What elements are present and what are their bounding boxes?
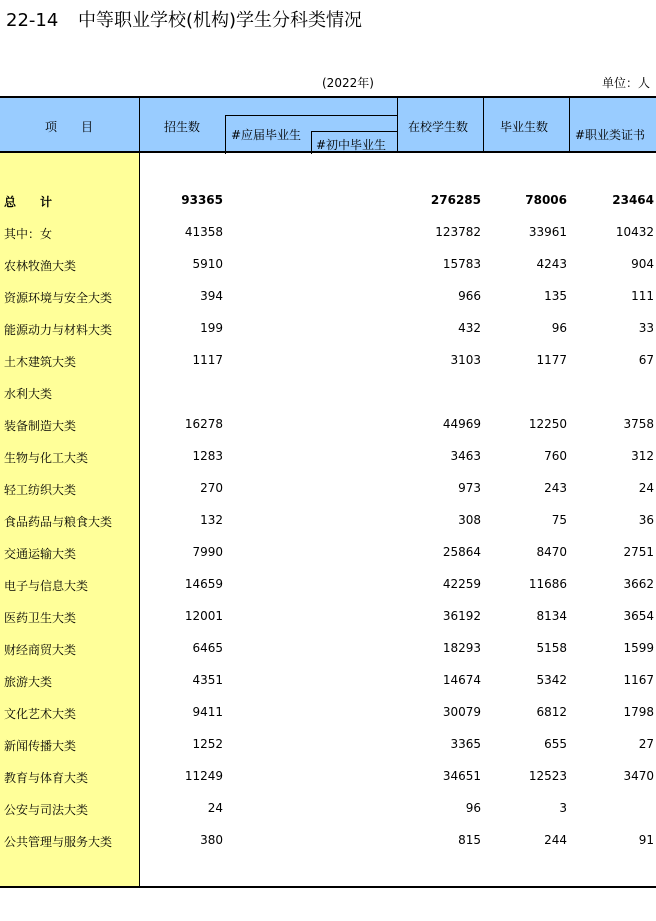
cell-graduates: 1177 — [536, 353, 567, 367]
cell-cert: 10432 — [615, 225, 654, 239]
cell-in-school: 14674 — [442, 673, 481, 687]
cell-in-school: 15783 — [442, 257, 481, 271]
cell-in-school: 3463 — [450, 449, 481, 463]
row-label: 公共管理与服务大类 — [4, 835, 113, 849]
cell-enroll: 5910 — [192, 257, 223, 271]
cell-in-school: 36192 — [442, 609, 481, 623]
table-row — [0, 383, 656, 403]
cell-in-school: 966 — [458, 289, 481, 303]
cell-in-school: 815 — [458, 833, 481, 847]
cell-cert: 27 — [638, 737, 654, 751]
unit-label: 单位：人 — [601, 76, 650, 90]
cell-graduates: 655 — [544, 737, 567, 751]
cell-enroll: 132 — [200, 513, 223, 527]
cell-graduates: 760 — [544, 449, 567, 463]
cell-enroll: 394 — [200, 289, 223, 303]
cell-in-school: 42259 — [442, 577, 481, 591]
table-row — [0, 735, 656, 755]
table-row — [0, 799, 656, 819]
table-row — [0, 479, 656, 499]
cell-cert: 67 — [638, 353, 654, 367]
row-label: 农林牧渔大类 — [4, 259, 77, 273]
row-label: 总 计 — [4, 195, 53, 209]
cell-in-school: 25864 — [442, 545, 481, 559]
cell-in-school: 432 — [458, 321, 481, 335]
cell-enroll: 270 — [200, 481, 223, 495]
header-divider — [569, 98, 570, 151]
cell-graduates: 12250 — [528, 417, 567, 431]
cell-enroll: 93365 — [181, 193, 223, 207]
cell-enroll: 24 — [207, 801, 223, 815]
cell-enroll: 9411 — [192, 705, 223, 719]
cell-enroll: 1283 — [192, 449, 223, 463]
cell-graduates: 4243 — [536, 257, 567, 271]
cell-in-school: 308 — [458, 513, 481, 527]
page-title — [6, 6, 362, 32]
row-label: 财经商贸大类 — [4, 643, 77, 657]
cell-graduates: 96 — [551, 321, 567, 335]
cell-enroll: 16278 — [184, 417, 223, 431]
row-label: 公安与司法大类 — [4, 803, 89, 817]
cell-graduates: 243 — [544, 481, 567, 495]
cell-graduates: 6812 — [536, 705, 567, 719]
row-label: 食品药品与粮食大类 — [4, 515, 113, 529]
table-row — [0, 351, 656, 371]
cell-enroll: 380 — [200, 833, 223, 847]
cell-enroll: 11249 — [184, 769, 223, 783]
row-label: 其中：女 — [4, 227, 53, 241]
cell-cert: 91 — [638, 833, 654, 847]
cell-enroll: 199 — [200, 321, 223, 335]
header-item: 项 目 — [45, 120, 94, 134]
cell-cert: 312 — [631, 449, 654, 463]
cell-cert: 904 — [631, 257, 654, 271]
row-label: 水利大类 — [4, 387, 53, 401]
table-row — [0, 255, 656, 275]
header-divider — [483, 98, 484, 151]
table-row — [0, 607, 656, 627]
cell-in-school: 3103 — [450, 353, 481, 367]
cell-graduates: 244 — [544, 833, 567, 847]
table-row — [0, 575, 656, 595]
table-row — [0, 703, 656, 723]
cell-graduates: 33961 — [528, 225, 567, 239]
cell-in-school: 3365 — [450, 737, 481, 751]
cell-in-school: 18293 — [442, 641, 481, 655]
cell-enroll: 6465 — [192, 641, 223, 655]
cell-in-school: 973 — [458, 481, 481, 495]
cell-cert: 2751 — [623, 545, 654, 559]
row-label: 资源环境与安全大类 — [4, 291, 113, 305]
table-row — [0, 415, 656, 435]
cell-in-school: 44969 — [442, 417, 481, 431]
cell-cert: 24 — [638, 481, 654, 495]
cell-cert: 1167 — [623, 673, 654, 687]
cell-enroll: 41358 — [184, 225, 223, 239]
row-label: 土木建筑大类 — [4, 355, 77, 369]
row-label: 新闻传播大类 — [4, 739, 77, 753]
header-graduates: 毕业生数 — [500, 120, 549, 134]
cell-cert: 3470 — [623, 769, 654, 783]
cell-in-school: 30079 — [442, 705, 481, 719]
cell-in-school: 276285 — [430, 193, 481, 207]
table-row — [0, 191, 656, 211]
header-in-school: 在校学生数 — [408, 120, 469, 134]
table-number: 22-14 — [6, 10, 59, 31]
row-label: 电子与信息大类 — [4, 579, 89, 593]
table-row — [0, 831, 656, 851]
row-label: 旅游大类 — [4, 675, 53, 689]
cell-cert: 3654 — [623, 609, 654, 623]
table-row — [0, 543, 656, 563]
year-label: (2022年) — [322, 76, 374, 90]
table-header — [0, 96, 656, 153]
cell-enroll: 14659 — [184, 577, 223, 591]
row-label: 交通运输大类 — [4, 547, 77, 561]
table-row — [0, 639, 656, 659]
row-label: 教育与体育大类 — [4, 771, 89, 785]
cell-enroll: 12001 — [184, 609, 223, 623]
cell-cert: 36 — [638, 513, 654, 527]
row-label: 轻工纺织大类 — [4, 483, 77, 497]
table-row — [0, 767, 656, 787]
cell-cert: 23464 — [612, 193, 654, 207]
cell-graduates: 135 — [544, 289, 567, 303]
table-row — [0, 287, 656, 307]
cell-graduates: 11686 — [528, 577, 567, 591]
row-label: 医药卫生大类 — [4, 611, 77, 625]
header-fresh-grad: #应届毕业生 — [231, 128, 302, 142]
header-enroll: 招生数 — [164, 120, 201, 134]
cell-graduates: 8470 — [536, 545, 567, 559]
cell-graduates: 8134 — [536, 609, 567, 623]
cell-graduates: 5158 — [536, 641, 567, 655]
header-cert: #职业类证书 — [575, 128, 646, 142]
cell-graduates: 12523 — [528, 769, 567, 783]
row-label: 装备制造大类 — [4, 419, 77, 433]
cell-enroll: 7990 — [192, 545, 223, 559]
cell-in-school: 123782 — [435, 225, 481, 239]
cell-in-school: 96 — [465, 801, 481, 815]
cell-cert: 1798 — [623, 705, 654, 719]
cell-graduates: 3 — [559, 801, 567, 815]
cell-cert: 1599 — [623, 641, 654, 655]
table-row — [0, 223, 656, 243]
cell-graduates: 75 — [551, 513, 567, 527]
cell-cert: 33 — [638, 321, 654, 335]
table-row — [0, 671, 656, 691]
row-label: 能源动力与材料大类 — [4, 323, 113, 337]
cell-cert: 111 — [631, 289, 654, 303]
table-bottom-rule — [0, 886, 656, 888]
cell-cert: 3662 — [623, 577, 654, 591]
header-divider — [139, 98, 140, 151]
table-title: 中等职业学校(机构)学生分科类情况 — [78, 10, 363, 31]
row-label: 生物与化工大类 — [4, 451, 89, 465]
table-row — [0, 447, 656, 467]
cell-graduates: 5342 — [536, 673, 567, 687]
cell-enroll: 4351 — [192, 673, 223, 687]
row-label: 文化艺术大类 — [4, 707, 77, 721]
cell-in-school: 34651 — [442, 769, 481, 783]
table-row — [0, 319, 656, 339]
header-junior-grad: #初中毕业生 — [316, 138, 387, 152]
table-row — [0, 511, 656, 531]
cell-enroll: 1117 — [192, 353, 223, 367]
cell-graduates: 78006 — [525, 193, 567, 207]
cell-enroll: 1252 — [192, 737, 223, 751]
cell-cert: 3758 — [623, 417, 654, 431]
